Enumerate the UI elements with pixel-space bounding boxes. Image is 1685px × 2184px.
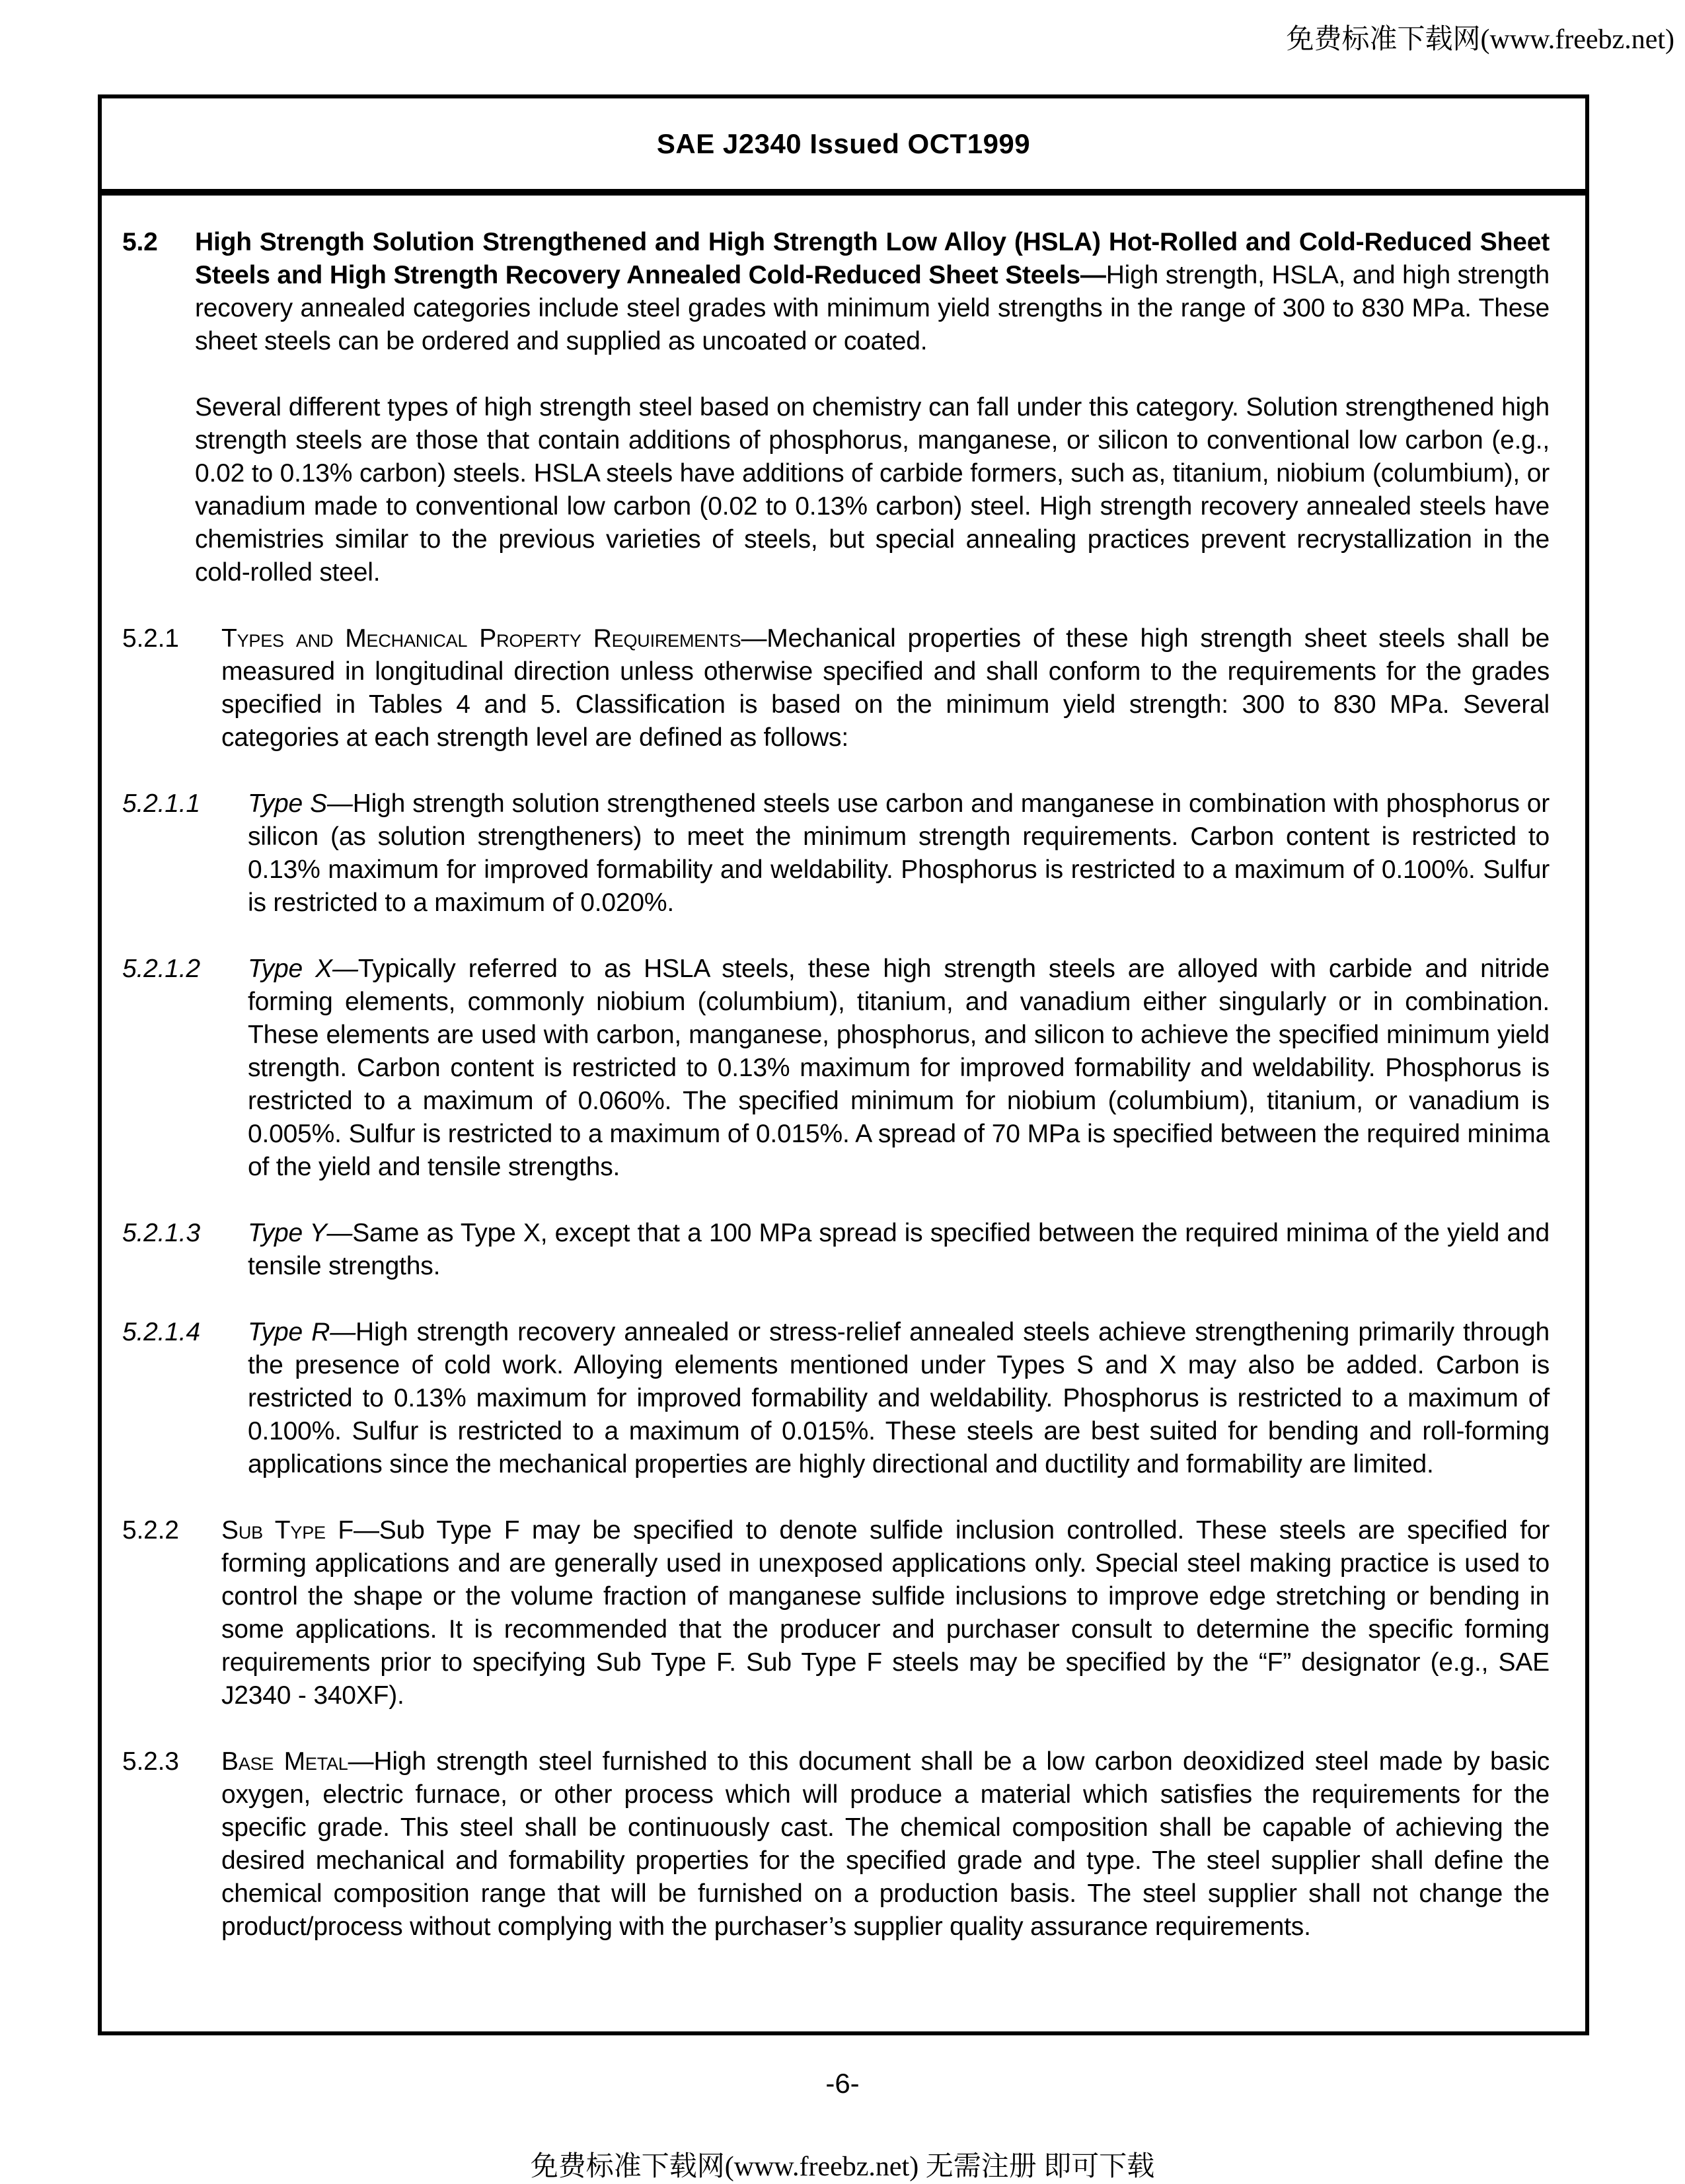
section-body: Several different types of high strength steel based on chemistry can fall under this category. Solution strengthened high strength steels are those that contain additions of phosphorus, manganese, or silicon to conventional low carbon (e.g., 0.02 to 0.13% carbon) steels. HSLA steels have additions of carbide formers, such as, titanium, niobium (columbium), or vanadium made to conventional low carbon (0.02 to 0.13% carbon) steel. High strength recovery annealed steels have chemistries similar to the previous varieties of steels, but special annealing practices prevent recrystallization in the cold-rolled steel. (195, 393, 1550, 587)
section-heading: Type R— (248, 1318, 356, 1346)
section-number: 5.2.1.1 (122, 789, 200, 818)
section-body: High strength, HSLA, and high strength recovery annealed categories include steel grades with minimum yield strengths in the range of 300 to 830 MPa. These sheet steels can be ordered and supplied as uncoated or coated. (195, 261, 1550, 355)
section-body: Sub Type F may be specified to denote sulfide inclusion controlled. These steels are specified for forming applications and are generally used in unexposed applications only. Special steel making practice is used to control the shape or the volume fraction of manganese sulfide inclusions to improve edge stretching or bending in some applications. It is recommended that the producer and purchaser consult to determine the specific forming requirements prior to specifying Sub Type F. Sub Type F steels may be specified by the “F” designator (e.g., SAE J2340 - 340XF). (221, 1516, 1550, 1710)
section-text (221, 1514, 1550, 1712)
page-number: -6- (825, 2068, 860, 2099)
section-text (195, 391, 1550, 589)
section-text (248, 787, 1550, 920)
section-5-2-1-2 (122, 953, 1550, 1184)
document-content (102, 196, 1585, 1944)
bottom-watermark: 免费标准下载网(www.freebz.net) 无需注册 即可下载 (530, 2152, 1155, 2182)
section-number: 5.2.1.4 (122, 1318, 200, 1346)
section-heading: Type X— (248, 955, 358, 983)
section-body: High strength solution strengthened steels use carbon and manganese in combination with phosphorus or silicon (as solution strengtheners) to meet the minimum strength requirements. Carbon content is restricted to 0.13% maximum for improved formability and weldability. Phosphorus is restricted to a maximum of 0.100%. Sulfur is restricted to a maximum of 0.020%. (248, 789, 1550, 917)
section-heading: Base Metal— (221, 1747, 374, 1776)
section-5-2-1-4 (122, 1316, 1550, 1481)
section-text (248, 953, 1550, 1184)
section-text (248, 1316, 1550, 1481)
section-5-2-1-3 (122, 1217, 1550, 1283)
section-number: 5.2.2 (122, 1516, 179, 1545)
section-number: 5.2.3 (122, 1747, 179, 1776)
section-number: 5.2.1.3 (122, 1219, 200, 1247)
section-5-2 (122, 226, 1550, 358)
section-5-2-2 (122, 1514, 1550, 1712)
section-heading: Types and Mechanical Property Requirements— (221, 624, 767, 653)
section-number: 5.2.1 (122, 624, 179, 653)
section-5-2-1-1 (122, 787, 1550, 920)
section-heading: Sub Type F— (221, 1516, 379, 1545)
section-5-2-3 (122, 1745, 1550, 1944)
section-body: Same as Type X, except that a 100 MPa spread is specified between the required minima of the yield and tensile strengths. (248, 1219, 1550, 1280)
section-5-2-1 (122, 622, 1550, 754)
document-frame (98, 94, 1589, 2035)
document-title: SAE J2340 Issued OCT1999 (656, 127, 1031, 159)
section-body: High strength steel furnished to this document shall be a low carbon deoxidized steel made by basic oxygen, electric furnace, or other process which will produce a material which satisfies the requirements for the specific grade. This steel shall be continuously cast. The chemical composition shall be capable of achieving the desired mechanical and formability properties for the specified grade and type. The steel supplier shall define the chemical composition range that will be furnished on a production basis. The steel supplier shall not change the product/process without complying with the purchaser’s supplier quality assurance requirements. (221, 1747, 1550, 1941)
section-heading: High Strength Solution Strengthened and High Strength Low Alloy (HSLA) Hot-Rolled and Cold-Reduced Sheet Steels and High Strength Recovery Annealed Cold-Reduced Sheet Steels— (195, 228, 1550, 289)
top-watermark: 免费标准下载网(www.freebz.net) (1286, 24, 1674, 55)
section-body: Typically referred to as HSLA steels, these high strength steels are alloyed with carbide and nitride forming elements, commonly niobium (columbium), titanium, and vanadium either singularly or in combination. These elements are used with carbon, manganese, phosphorus, and silicon to achieve the specified minimum yield strength. Carbon content is restricted to 0.13% maximum for improved formability and weldability. Phosphorus is restricted to a maximum of 0.060%. The specified minimum for niobium (columbium), titanium, or vanadium is 0.005%. Sulfur is restricted to a maximum of 0.015%. A spread of 70 MPa is specified between the required minima of the yield and tensile strengths. (248, 955, 1550, 1181)
section-text (221, 1745, 1550, 1944)
section-body: High strength recovery annealed or stress-relief annealed steels achieve strengthening primarily through the presence of cold work. Alloying elements mentioned under Types S and X may also be added. Carbon is restricted to 0.13% maximum for improved formability and weldability. Phosphorus is restricted to a maximum of 0.100%. Sulfur is restricted to a maximum of 0.015%. These steels are best suited for bending and roll-forming applications since the mechanical properties are highly directional and ductility and formability are limited. (248, 1318, 1550, 1478)
section-text (248, 1217, 1550, 1283)
section-number: 5.2.1.2 (122, 955, 200, 983)
section-text (221, 622, 1550, 754)
section-heading: Type Y— (248, 1219, 353, 1247)
section-number (122, 391, 195, 589)
section-heading: Type S— (248, 789, 353, 818)
section-text (195, 226, 1550, 358)
document-header (102, 98, 1585, 196)
section-body: Mechanical properties of these high strength sheet steels shall be measured in longitudinal direction unless otherwise specified and shall conform to the requirements for the grades specified in Tables 4 and 5. Classification is based on the minimum yield strength: 300 to 830 MPa. Several categories at each strength level are defined as follows: (221, 624, 1550, 752)
section-number: 5.2 (122, 228, 158, 256)
paragraph-5-2-continued (122, 391, 1550, 589)
